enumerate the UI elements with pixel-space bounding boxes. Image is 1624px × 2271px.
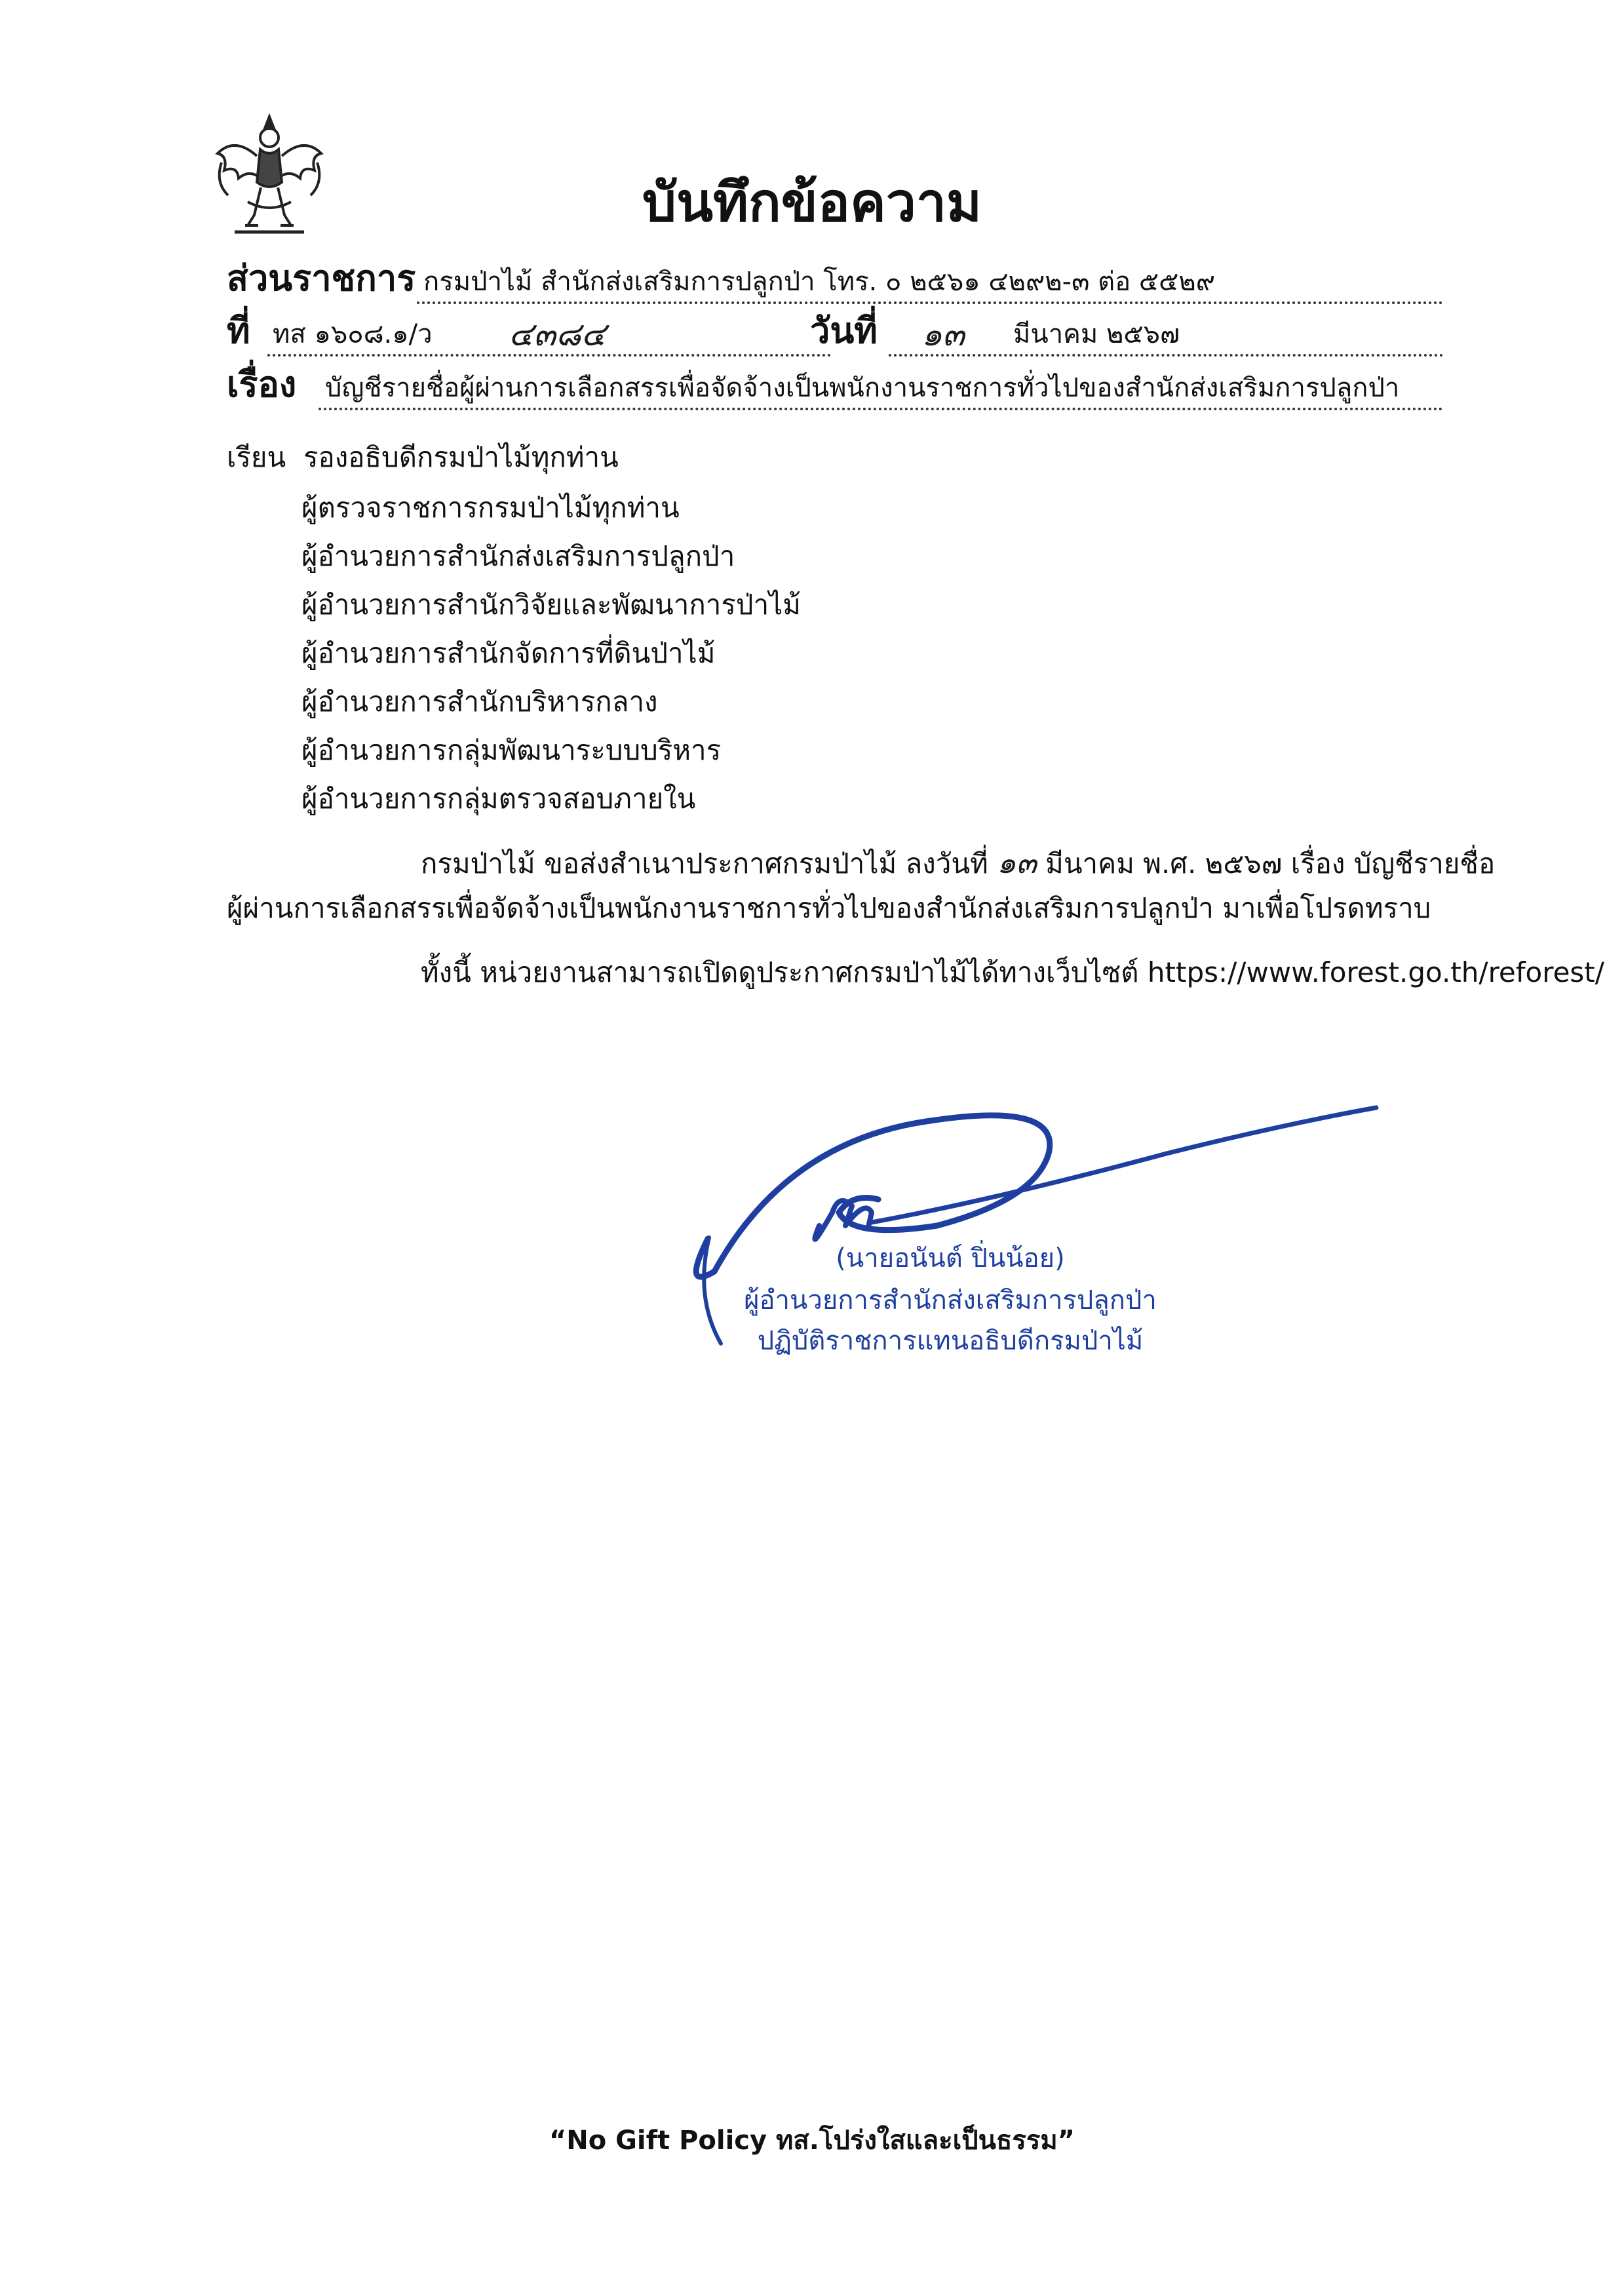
department-value: กรมป่าไม้ สำนักส่งเสริมการปลูกป่า โทร. ๐ ๒๕๖๑ ๔๒๙๒-๓ ต่อ ๕๕๒๙ [423,267,1216,297]
list-item: ผู้ตรวจราชการกรมป่าไม้ทุกท่าน [301,492,680,524]
body-paragraph-1-line-1 [421,843,1495,883]
department-label: ส่วนราชการ [227,258,416,299]
salutation [227,438,619,477]
list-item: ผู้อำนวยการสำนักจัดการที่ดินป่าไม้ [301,637,716,669]
reference-row [227,300,1443,359]
date-day: ๑๓ [921,315,965,353]
list-item: ผู้อำนวยการสำนักวิจัยและพัฒนาการป่าไม้ [301,589,801,621]
subject-dotline [319,408,1443,410]
recipient-list [301,484,801,823]
date-label: วันที่ [810,310,878,351]
signatory-position-line-2: ปฏิบัติราชการแทนอธิบดีกรมป่าไม้ [757,1326,1144,1356]
reference-label: ที่ [227,310,250,351]
body-paragraph-1-line-2: ผู้ผ่านการเลือกสรรเพื่อจัดจ้างเป็นพนักงานราชการทั่วไปของสำนักส่งเสริมการปลูกป่า มาเพื่อโปรดทราบ [227,892,1431,924]
list-item: ผู้อำนวยการกลุ่มพัฒนาระบบบริหาร [301,734,722,766]
list-item: ผู้อำนวยการกลุ่มตรวจสอบภายใน [301,783,696,815]
list-item: ผู้อำนวยการสำนักบริหารกลาง [301,686,658,718]
list-item: ผู้อำนวยการสำนักส่งเสริมการปลูกป่า [301,540,735,572]
salutation-label: เรียน [227,441,286,473]
body-p1-date-day: ๑๓ [997,845,1037,880]
body-p1-after-date: มีนาคม พ.ศ. ๒๕๖๗ เรื่อง บัญชีรายชื่อ [1045,847,1496,880]
department-row [227,248,1443,307]
document-title: บันทึกข้อความ [642,172,982,234]
reference-prefix: ทส ๑๖๐๘.๑/ว [273,319,433,349]
signatory-name: (นายอนันต์ ปิ่นน้อย) [836,1243,1065,1273]
body-paragraph-2: ทั้งนี้ หน่วยงานสามารถเปิดดูประกาศกรมป่าไม้ได้ทางเว็บไซต์ https://www.forest.go.th/reforest/ [421,956,1604,988]
subject-value: บัญชีรายชื่อผู้ผ่านการเลือกสรรเพื่อจัดจ้างเป็นพนักงานราชการทั่วไปของสำนักส่งเสริมการปลูกป่า [325,373,1400,403]
subject-row [227,354,1443,413]
signatory-position-line-1: ผู้อำนวยการสำนักส่งเสริมการปลูกป่า [744,1285,1157,1315]
reference-number: ๔๓๘๔ [509,315,606,353]
subject-label: เรื่อง [227,364,297,405]
date-month-year: มีนาคม ๒๕๖๗ [1013,319,1180,349]
no-gift-policy-footer: “No Gift Policy ทส.โปร่งใสและเป็นธรรม” [549,2125,1075,2156]
body-p1-before-date: กรมป่าไม้ ขอส่งสำเนาประกาศกรมป่าไม้ ลงวันที่ [421,847,988,880]
salutation-first: รองอธิบดีกรมป่าไม้ทุกท่าน [303,441,619,473]
